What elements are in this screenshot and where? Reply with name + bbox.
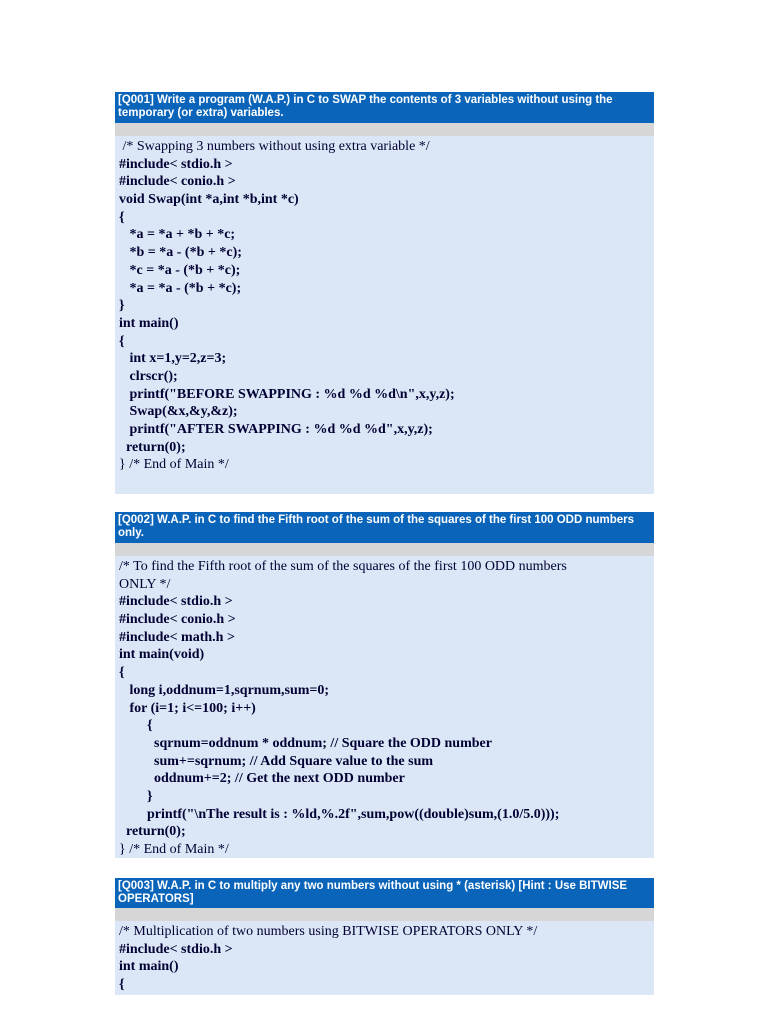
separator-bar [115, 123, 654, 136]
question-q003 [115, 878, 654, 995]
question-q002 [115, 512, 654, 858]
code-line: } [119, 298, 125, 314]
code-line: *a = *a - (*b + *c); [119, 280, 242, 296]
code-line: #include< stdio.h > [119, 594, 233, 610]
code-line: *c = *a - (*b + *c); [119, 262, 241, 278]
code-line: int main() [119, 959, 179, 975]
code-block [115, 136, 654, 494]
code-line: /* Swapping 3 numbers without using extra variable */ [119, 139, 430, 154]
code-line: /* Multiplication of two numbers using BITWISE OPERATORS ONLY */ [119, 924, 538, 939]
code-line: #include< conio.h > [119, 174, 236, 190]
separator-bar [115, 908, 654, 921]
question-heading: [Q003] W.A.P. in C to multiply any two numbers without using * (asterisk) [Hint : Use BITWISE OPERATORS] [115, 878, 654, 908]
code-line: sqrnum=oddnum * oddnum; // Square the ODD number [119, 735, 492, 751]
code-line: { [119, 665, 125, 681]
code-line: printf("BEFORE SWAPPING : %d %d %d\n",x,y,z); [119, 386, 455, 402]
code-line: /* To find the Fifth root of the sum of the squares of the first 100 ODD numbers [119, 559, 567, 574]
code-line: printf("AFTER SWAPPING : %d %d %d",x,y,z); [119, 422, 433, 437]
code-line: #include< conio.h > [119, 612, 236, 628]
code-line: } /* End of Main */ [119, 457, 229, 473]
code-line: *a = *a + *b + *c; [119, 227, 236, 243]
code-line: #include< stdio.h > [119, 156, 233, 172]
code-block [115, 556, 654, 858]
code-line: void Swap(int *a,int *b,int *c) [119, 192, 299, 208]
code-line: { [119, 977, 125, 993]
code-line: return(0); [119, 439, 186, 455]
code-line: { [119, 333, 125, 349]
code-line: ONLY */ [119, 576, 171, 592]
code-line: #include< stdio.h > [119, 941, 233, 957]
code-line: int main(void) [119, 647, 205, 663]
code-line: } [119, 788, 153, 804]
code-line: *b = *a - (*b + *c); [119, 245, 242, 261]
code-line: #include< math.h > [119, 629, 235, 645]
question-q001 [115, 92, 654, 494]
code-line: printf("\nThe result is : %ld,%.2f",sum,pow((double)sum,(1.0/5.0))); [119, 806, 560, 822]
code-line: oddnum+=2; // Get the next ODD number [119, 771, 405, 787]
code-line: for (i=1; i<=100; i++) [119, 700, 256, 716]
code-line: return(0); [119, 824, 186, 840]
code-line: int x=1,y=2,z=3; [119, 351, 227, 367]
code-line: long i,oddnum=1,sqrnum,sum=0; [119, 682, 330, 698]
code-line: { [119, 718, 153, 734]
code-line: { [119, 209, 125, 225]
code-line: } /* End of Main */ [119, 842, 229, 857]
code-line: int main() [119, 315, 179, 331]
code-line: Swap(&x,&y,&z); [119, 404, 238, 420]
separator-bar [115, 543, 654, 556]
code-block [115, 921, 654, 995]
question-heading: [Q002] W.A.P. in C to find the Fifth root of the sum of the squares of the first 100 ODD numbers only. [115, 512, 654, 543]
question-heading: [Q001] Write a program (W.A.P.) in C to SWAP the contents of 3 variables without using the temporary (or extra) variables. [115, 92, 654, 123]
code-line: clrscr(); [119, 368, 178, 384]
code-line: sum+=sqrnum; // Add Square value to the sum [119, 753, 434, 769]
